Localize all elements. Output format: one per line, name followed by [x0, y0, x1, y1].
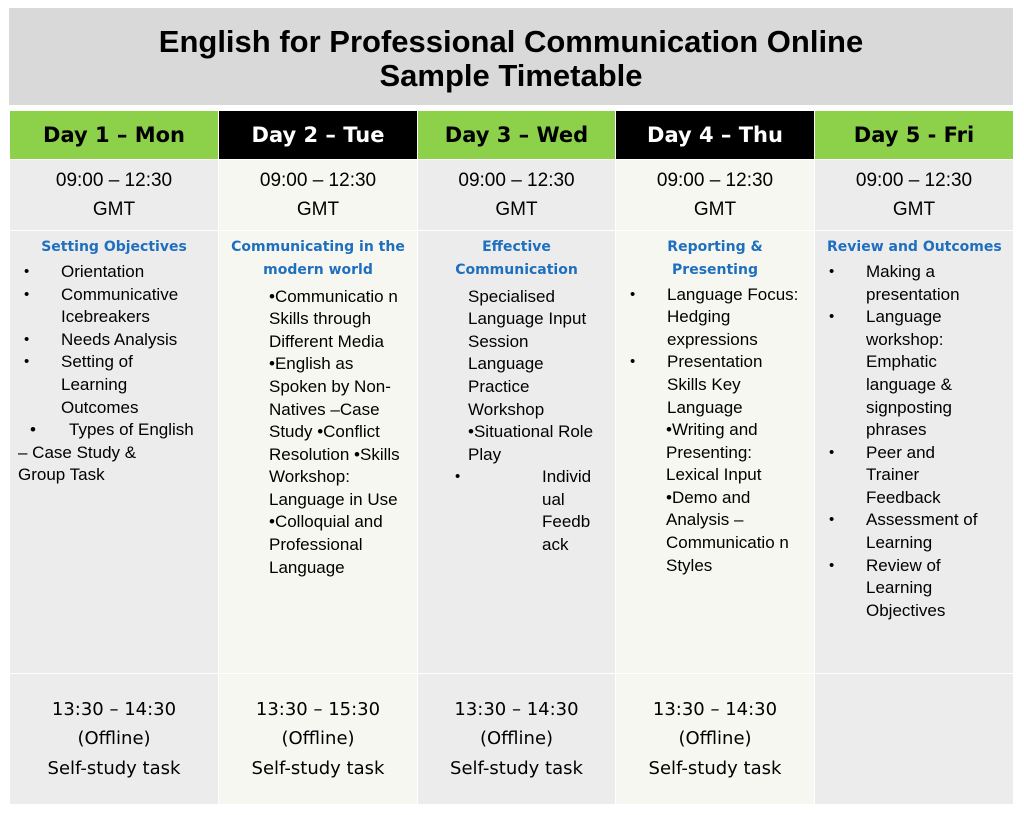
time-range: 09:00 – 12:30 — [458, 170, 575, 192]
time-cell-mon — [10, 160, 219, 231]
content-cell-fri — [815, 231, 1014, 673]
content-row — [10, 231, 1014, 673]
afternoon-task: Self-study task — [251, 757, 385, 779]
afternoon-task: Self-study task — [47, 757, 181, 779]
afternoon-mode: (Offline) — [678, 728, 752, 750]
content-cell-mon — [10, 231, 219, 673]
afternoon-mode: (Offline) — [281, 728, 355, 750]
session-subheading: Communicating in the modern world — [231, 239, 405, 278]
content-cell-tue — [219, 231, 418, 673]
header-row — [10, 111, 1014, 160]
sub-bullet-text: Individ ual Feedb ack — [542, 467, 592, 555]
afternoon-mode: (Offline) — [77, 728, 151, 750]
time-cell-tue — [219, 160, 418, 231]
morning-time-row — [10, 160, 1014, 231]
timezone: GMT — [495, 199, 538, 221]
topic-item: • Communicative Icebreakers — [10, 284, 218, 329]
session-subheading: Review and Outcomes — [827, 239, 1002, 256]
afternoon-cell-mon — [10, 673, 219, 804]
title-line-1: English for Professional Communication Online — [158, 24, 864, 59]
time-cell-fri — [815, 160, 1014, 231]
session-subheading: Effective Communication — [455, 239, 578, 278]
afternoon-row — [10, 673, 1014, 804]
timetable — [9, 110, 1014, 805]
afternoon-time: 13:30 – 14:30 — [51, 698, 177, 720]
time-range: 09:00 – 12:30 — [656, 170, 774, 192]
topic-item: • Peer and Trainer Feedback — [815, 442, 1013, 510]
topic-item: • Presentation Skills Key Language — [616, 351, 814, 419]
bullet-glyph: • — [455, 468, 461, 486]
afternoon-time: 13:30 – 14:30 — [652, 698, 778, 720]
extra-topic-text: – Case Study & Group Task — [18, 442, 137, 485]
afternoon-cell-tue — [219, 673, 418, 804]
topic-item: • Orientation — [10, 261, 218, 284]
afternoon-cell-fri — [815, 673, 1014, 804]
day-header-tue: Day 2 – Tue — [219, 111, 418, 160]
time-cell-thu — [616, 160, 815, 231]
time-range: 09:00 – 12:30 — [259, 170, 377, 192]
time-cell-wed — [418, 160, 616, 231]
timezone: GMT — [693, 199, 737, 221]
time-range: 09:00 – 12:30 — [55, 170, 173, 192]
topic-item: • Needs Analysis — [10, 329, 218, 352]
afternoon-time: 13:30 – 14:30 — [454, 698, 579, 720]
timetable-title-box — [9, 8, 1013, 105]
topic-item: • Language workshop: Emphatic language & signposting phrases — [815, 306, 1013, 442]
topic-item: • Setting of Learning Outcomes — [10, 351, 218, 419]
topic-item: • Making a presentation — [815, 261, 1013, 306]
day-header-fri: Day 5 - Fri — [815, 111, 1014, 160]
content-cell-thu — [616, 231, 815, 673]
afternoon-time: 13:30 – 15:30 — [255, 698, 381, 720]
session-body: •Writing and Presenting: Lexical Input •Demo and Analysis – Communicatio n Styles — [666, 420, 789, 575]
day-header-wed: Day 3 – Wed — [418, 111, 616, 160]
topic-item: • Language Focus: Hedging expressions — [616, 284, 814, 352]
topic-item: • Assessment of Learning — [815, 509, 1013, 554]
afternoon-cell-thu — [616, 673, 815, 804]
topic-list — [815, 261, 1013, 623]
session-body: Specialised Language Input Session Language Practice Workshop •Situational Role Play — [468, 286, 594, 464]
session-subheading: Reporting & Presenting — [667, 239, 763, 278]
timezone: GMT — [892, 199, 936, 221]
day-header-thu: Day 4 – Thu — [616, 111, 815, 160]
topic-item: • Review of Learning Objectives — [815, 555, 1013, 623]
timezone: GMT — [296, 199, 340, 221]
afternoon-cell-wed — [418, 673, 616, 804]
afternoon-task: Self-study task — [450, 757, 583, 779]
timezone: GMT — [92, 199, 136, 221]
extra-topic-line — [18, 419, 218, 442]
topic-list — [10, 261, 218, 419]
content-cell-wed — [418, 231, 616, 673]
topic-list — [616, 284, 814, 420]
bullet-glyph: • — [30, 420, 70, 440]
afternoon-task: Self-study task — [648, 757, 782, 779]
session-body: •Communicatio n Skills through Different Media •English as Spoken by Non-Natives –Case Study •Conflict Resolution •Skills Workshop: Language in Use •Colloquial and Professional Language — [269, 286, 400, 577]
title-line-2: Sample Timetable — [379, 58, 643, 93]
session-subheading: Setting Objectives — [41, 239, 187, 256]
afternoon-mode: (Offline) — [479, 728, 554, 750]
time-range: 09:00 – 12:30 — [855, 170, 973, 192]
extra-topic — [10, 419, 218, 487]
day-header-mon: Day 1 – Mon — [10, 111, 219, 160]
extra-topic-text: Types of English — [69, 420, 194, 440]
sub-bullet-item — [418, 466, 615, 556]
